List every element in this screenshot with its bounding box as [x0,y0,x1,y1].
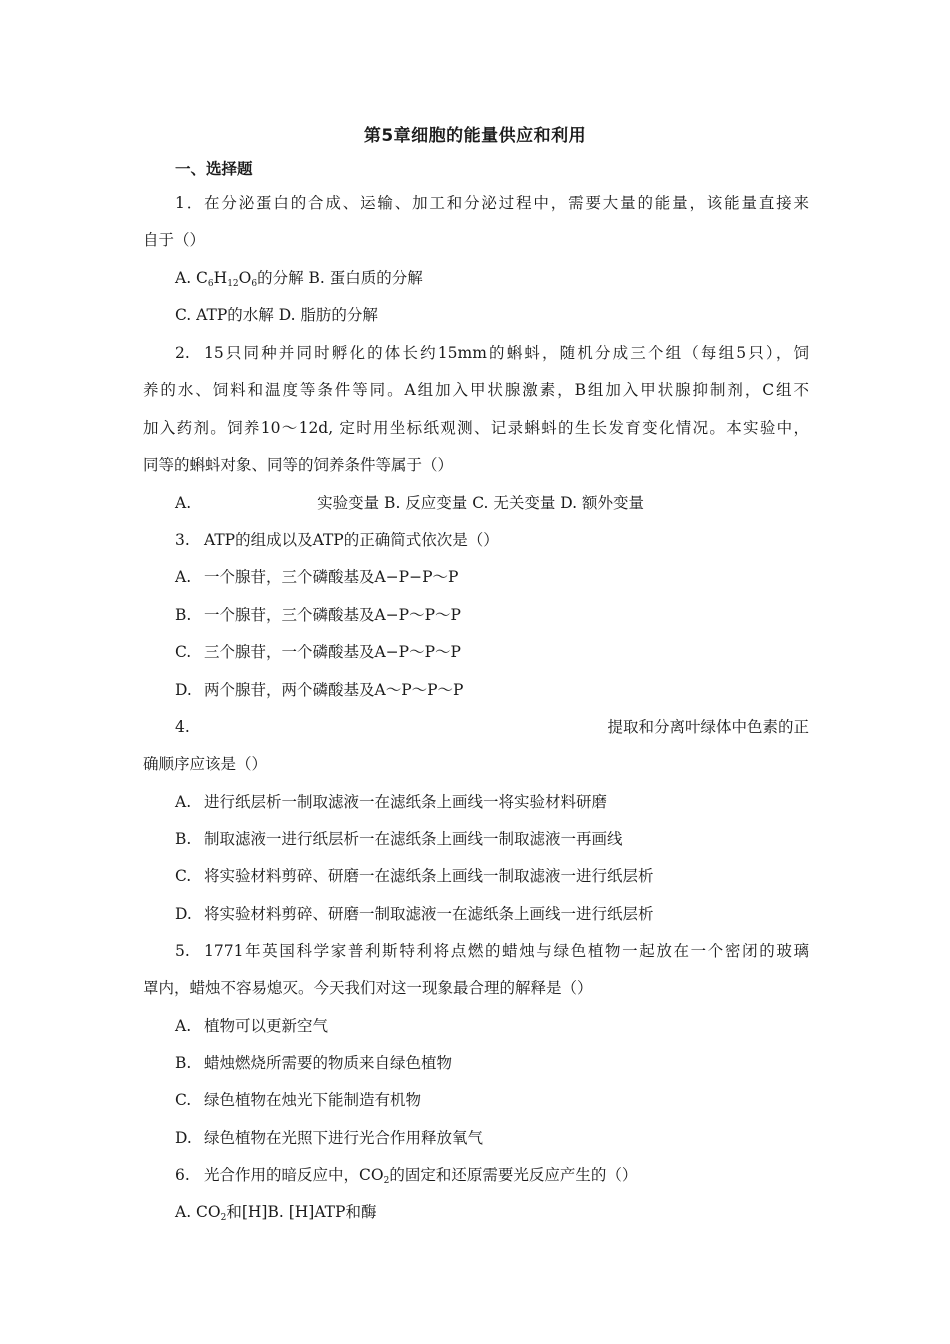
q4-option-a: A. 进行纸层析一制取滤液一在滤纸条上画线一将实验材料研磨 [175,793,608,811]
q5-option-c: C. 绿色植物在烛光下能制造有机物 [175,1091,422,1109]
q2-stem-line3: 加入药剂。饲养10〜12d, 定时用坐标纸观测、记录蝌蚪的生长发育变化情况。本实验中， [143,419,809,437]
q4-number: 4. [175,718,190,736]
q4-option-c: C. 将实验材料剪碎、研磨一在滤纸条上画线一制取滤液一进行纸层析 [175,867,654,885]
section-heading: 一、选择题 [175,160,253,178]
page-title: 第5章细胞的能量供应和利用 [363,126,587,146]
q6-stem: 6. 光合作用的暗反应中，$CO_2$的固定和还原需要光反应产生的（） [175,1166,638,1186]
q1-stem-line1: 1．在分泌蛋白的合成、运输、加工和分泌过程中，需要大量的能量，该能量直接来 [175,194,809,212]
q1-options-cd: C. ATP的水解 D. 脂肪的分解 [175,306,378,324]
q1-stem-line2: 自于（） [143,231,206,249]
q4-option-d: D. 将实验材料剪碎、研磨一制取滤液一在滤纸条上画线一进行纸层析 [175,905,654,923]
q2-options: A. 实验变量 B. 反应变量 C. 无关变量 D. 额外变量 [175,494,645,512]
q5-option-b: B. 蜡烛燃烧所需要的物质来自绿色植物 [175,1054,453,1072]
q5-option-d: D. 绿色植物在光照下进行光合作用释放氧气 [175,1129,484,1147]
q2-stem-line4: 同等的蝌蚪对象、同等的饲养条件等属于（） [143,456,454,474]
q5-stem-line2: 罩内，蜡烛不容易熄灭。今天我们对这一现象最合理的解释是（） [143,979,593,997]
q3-option-b: B. 一个腺苷，三个磷酸基及A−P〜P〜P [175,606,461,624]
q4-stem-line1: 提取和分离叶绿体中色素的正 [607,718,809,736]
q4-option-b: B. 制取滤液一进行纸层析一在滤纸条上画线一制取滤液一再画线 [175,830,623,848]
q5-stem-line1: 5. 1771年英国科学家普利斯特利将点燃的蜡烛与绿色植物一起放在一个密闭的玻璃 [175,942,809,960]
q1-options-ab: A. $C_6H_{12}O_6$的分解 B. 蛋白质的分解 [175,269,423,289]
q4-stem-line2: 确顺序应该是（） [143,755,268,773]
q3-option-d: D. 两个腺苷，两个磷酸基及A〜P〜P〜P [175,681,464,699]
q2-stem-line2: 养的水、饲料和温度等条件等同。A组加入甲状腺激素，B组加入甲状腺抑制剂，C组不 [143,381,809,399]
q5-option-a: A. 植物可以更新空气 [175,1017,329,1035]
q6-options: A. $CO_2$和[H]B. [H]ATP和酶 [175,1203,377,1223]
q3-option-c: C. 三个腺苷，一个磷酸基及A−P〜P〜P [175,643,461,661]
q3-option-a: A. 一个腺苷，三个磷酸基及A−P−P〜P [175,568,459,586]
q2-stem-line1: 2. 15只同种并同时孵化的体长约15mm的蝌蚪，随机分成三个组（每组5只），饲 [175,344,809,362]
q3-stem: 3. ATP的组成以及ATP的正确简式依次是（） [175,531,499,549]
